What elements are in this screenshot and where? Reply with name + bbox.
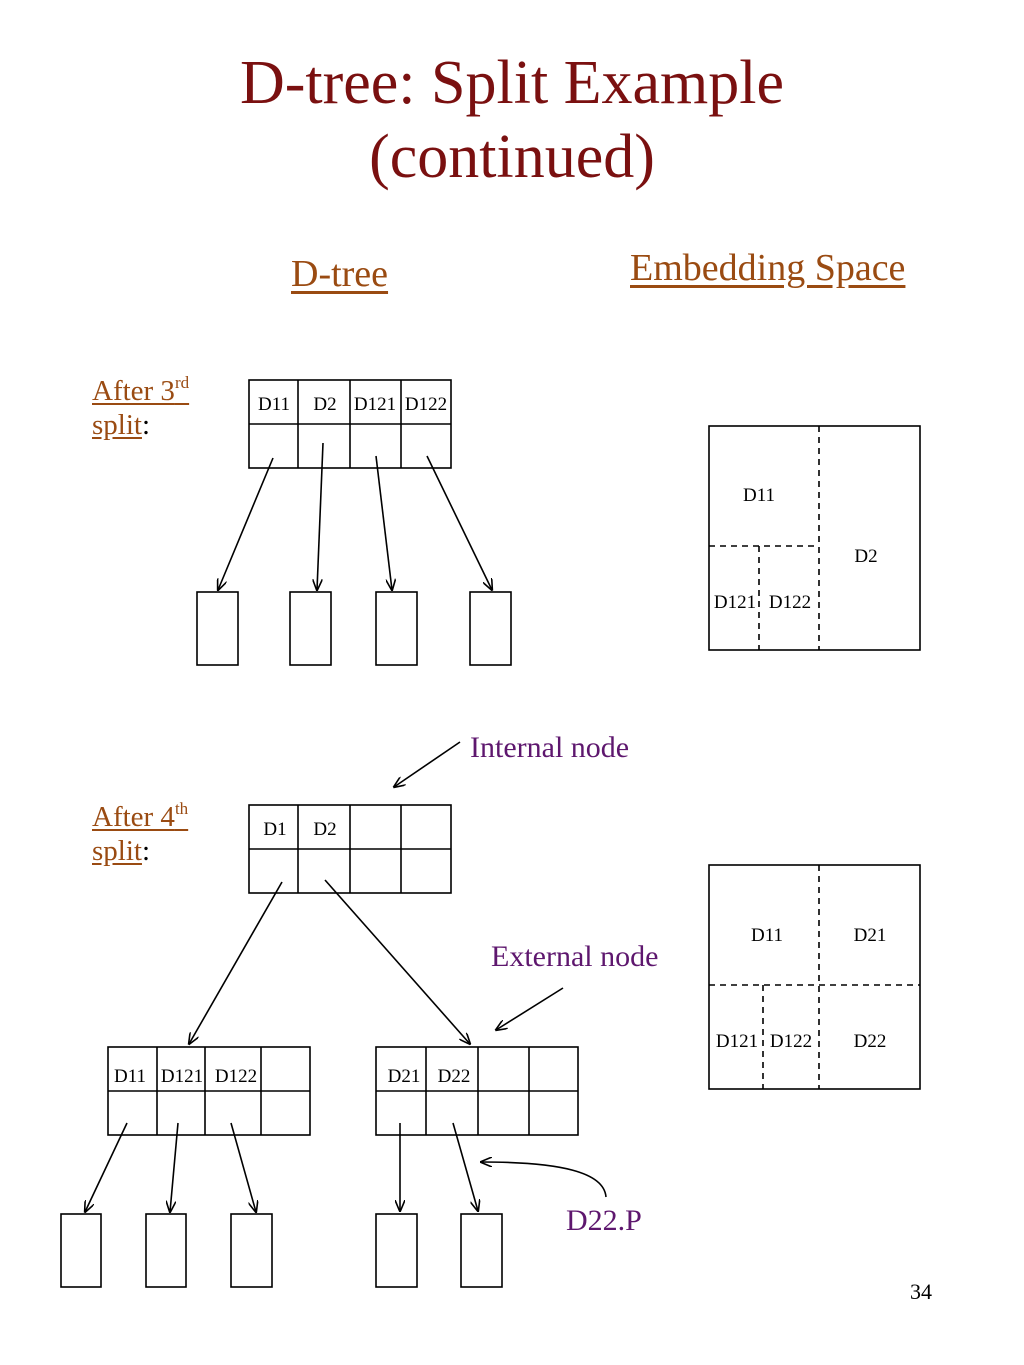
after-3rd-split-word: split — [92, 409, 142, 441]
tree4-left-cell-3: D122 — [214, 1066, 258, 1087]
after-4th-split-word: split — [92, 835, 142, 867]
space4-region-d11: D11 — [750, 925, 784, 946]
tree3-cell-3: D121 — [353, 394, 397, 415]
tree4-leaf-pages — [61, 1214, 502, 1287]
after-3rd-sup: rd — [174, 373, 190, 392]
tree3-cell-4: D122 — [404, 394, 448, 415]
space4-region-d21: D21 — [853, 925, 887, 946]
space3-region-d121: D121 — [713, 592, 757, 613]
space4-region-d122: D122 — [769, 1031, 813, 1052]
space4-region-d22: D22 — [853, 1031, 887, 1052]
internal-node-label: Internal node — [470, 731, 630, 764]
tree4-left-child-node — [108, 1047, 310, 1135]
after-4th-sup: th — [174, 799, 189, 818]
space3-region-d2: D2 — [854, 546, 878, 567]
after-4th-text: After 4 — [92, 801, 175, 833]
after-3rd-text: After 3 — [92, 375, 175, 407]
space3-region-d122: D122 — [768, 592, 812, 613]
page-number: 34 — [910, 1279, 932, 1304]
external-node-label: External node — [491, 940, 659, 973]
space4-region-d121: D121 — [715, 1031, 759, 1052]
tree4-root-cell-1: D1 — [263, 819, 287, 840]
embedding-space-heading: Embedding Space — [630, 247, 906, 289]
tree4-right-child-node — [376, 1047, 578, 1135]
after-4th-colon: : — [141, 835, 151, 867]
slide-title-line1: D-tree: Split Example — [239, 49, 785, 117]
d22p-label: D22.P — [566, 1204, 642, 1237]
tree4-right-cell-2: D22 — [437, 1066, 471, 1087]
space4-box — [709, 865, 920, 1089]
dtree-heading: D-tree — [291, 253, 389, 295]
tree4-left-cell-2: D121 — [160, 1066, 204, 1087]
tree4-child-pointers — [85, 1123, 478, 1212]
space3-region-d11: D11 — [742, 485, 776, 506]
tree4-right-cell-1: D21 — [387, 1066, 421, 1087]
tree3-leaf-pages — [197, 592, 511, 665]
tree4-left-cell-1: D11 — [113, 1066, 147, 1087]
space3-box — [709, 426, 920, 650]
slide-title-line2: (continued) — [369, 123, 655, 191]
tree4-root-cell-2: D2 — [313, 819, 337, 840]
tree3-cell-1: D11 — [257, 394, 291, 415]
tree4-root-pointers — [189, 880, 470, 1044]
tree3-cell-2: D2 — [313, 394, 337, 415]
after-3rd-colon: : — [141, 409, 151, 441]
